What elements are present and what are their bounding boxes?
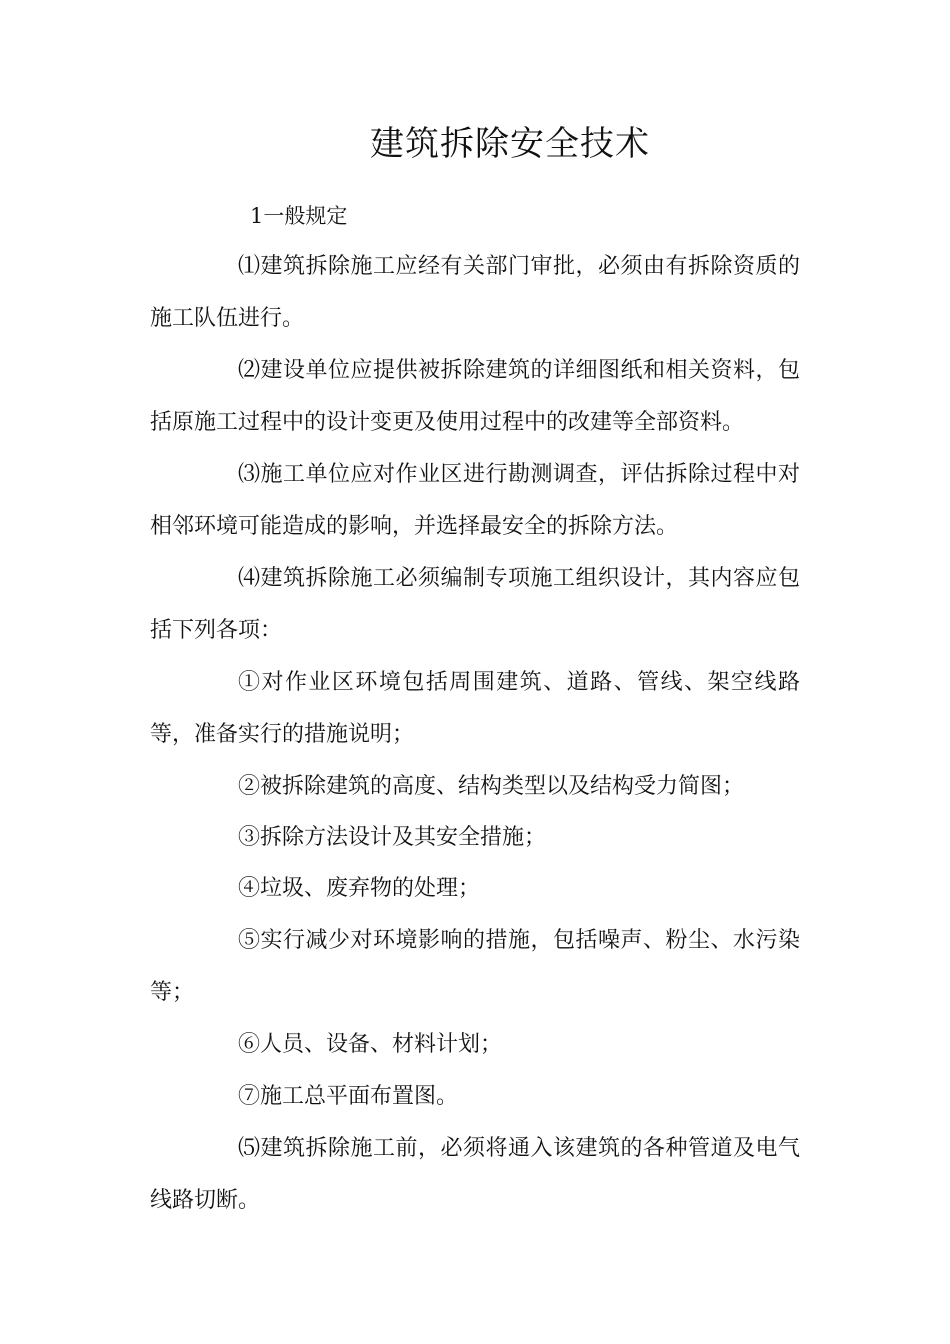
paragraph: ⑷建筑拆除施工必须编制专项施工组织设计，其内容应包括下列各项： <box>150 566 800 643</box>
list-item: ①对作业区环境包括周围建筑、道路、管线、架空线路等，准备实行的措施说明； <box>150 670 800 747</box>
section-heading: 1一般规定 <box>250 204 348 228</box>
list-item: ⑤实行减少对环境影响的措施，包括噪声、粉尘、水污染等； <box>150 928 800 1005</box>
list-item: ④垃圾、废弃物的处理； <box>238 876 481 901</box>
paragraph: ⑵建设单位应提供被拆除建筑的详细图纸和相关资料，包括原施工过程中的设计变更及使用过程中的改建等全部资料。 <box>150 358 800 435</box>
list-item: ③拆除方法设计及其安全措施； <box>238 825 547 850</box>
paragraph: ⑶施工单位应对作业区进行勘测调查，评估拆除过程中对相邻环境可能造成的影响，并选择最安全的拆除方法。 <box>150 462 800 539</box>
list-item: ⑦施工总平面布置图。 <box>238 1084 459 1109</box>
paragraph: ⑸建筑拆除施工前，必须将通入该建筑的各种管道及电气线路切断。 <box>150 1136 800 1213</box>
paragraph: ⑴建筑拆除施工应经有关部门审批，必须由有拆除资质的施工队伍进行。 <box>150 254 800 331</box>
list-item: ②被拆除建筑的高度、结构类型以及结构受力简图； <box>238 774 745 799</box>
list-item: ⑥人员、设备、材料计划； <box>238 1032 503 1057</box>
document-title: 建筑拆除安全技术 <box>370 124 650 164</box>
